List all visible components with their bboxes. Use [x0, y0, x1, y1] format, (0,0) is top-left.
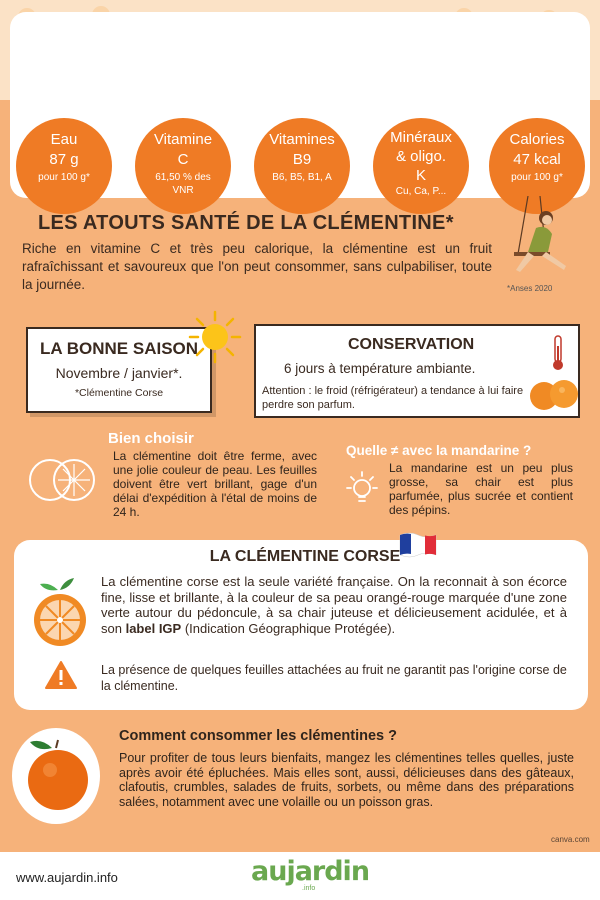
conservation-duration: 6 jours à température ambiante.: [284, 361, 476, 376]
nutrient-value: 47 kcal: [513, 151, 561, 168]
nutrient-value: B9: [292, 151, 312, 168]
french-flag-icon: [398, 531, 438, 559]
health-title: LES ATOUTS SANTÉ DE LA CLÉMENTINE*: [38, 212, 454, 234]
nutrient-value: 87 g: [49, 151, 79, 168]
corsica-title: LA CLÉMENTINE CORSE: [209, 548, 401, 565]
swing-girl-illustration: [506, 196, 580, 282]
season-note: *Clémentine Corse: [74, 387, 164, 399]
season-period: Novembre / janvier*.: [55, 365, 183, 381]
nutrient-label-2: & oligo.: [395, 148, 447, 165]
corsica-text-part: La clémentine corse est la seule variété française. On la reconnait à son écorce fine, lisse et brillante, à la couleur de sa peau orangé-rouge marquée d'une zone verte autour du pédoncule, à sa chair juteuse et délicieusement acidulée, et à son: [101, 574, 567, 636]
conservation-warning: Attention : le froid (réfrigérateur) a tendance à lui faire perdre son parfum.: [262, 385, 524, 411]
clementine-halves-icon: [26, 450, 98, 510]
season-title: LA BONNE SAISON: [40, 339, 199, 358]
nutrient-value: K: [415, 167, 426, 184]
nutrient-label: Calories: [509, 131, 565, 148]
source-note: *Anses 2020: [507, 284, 553, 293]
corsica-warning: La présence de quelques feuilles attachées au fruit ne garantit pas l'origine corse de la clémentine.: [101, 663, 567, 693]
mandarin-title: Quelle ≠ avec la mandarine ?: [346, 443, 532, 458]
nutrient-label: Vitamines: [269, 131, 335, 148]
consume-text: Pour profiter de tous leurs bienfaits, mangez les clémentines telles quelles, juste après avoir été épluchées. Mais elles sont, aussi, délicieuses dans des gâteaux, clafoutis, crumbles, salades de fruits, sorbets, ou même dans des préparations salées, notamment avec une volaille ou un poisson gras.: [119, 751, 574, 809]
corsica-text-part: (Indication Géographique Protégée).: [181, 620, 396, 636]
credit: canva.com: [551, 835, 590, 844]
thermometer-icon: [550, 334, 566, 372]
choose-title: Bien choisir: [108, 430, 194, 447]
sun-icon: [188, 310, 242, 364]
warning-icon: [44, 660, 78, 690]
consume-title: Comment consommer les clémentines ?: [119, 728, 397, 744]
conservation-title: CONSERVATION: [348, 336, 475, 353]
clementines-illustration: [528, 376, 580, 412]
nutrient-label: Vitamine: [153, 131, 213, 148]
nutrient-note: pour 100 g*: [511, 172, 563, 183]
clementine-fruit-illustration: [22, 736, 94, 816]
nutrient-value: C: [177, 151, 189, 168]
season-box: [26, 327, 212, 413]
choose-text: La clémentine doit être ferme, avec une jolie couleur de peau. Les feuilles doivent être vert brillant, gage d'un délai d'expédition à l'étal de moins de 24 h.: [113, 449, 317, 519]
nutrient-label: Eau: [50, 131, 78, 148]
lightbulb-icon: [342, 470, 382, 512]
clementine-slice-illustration: [30, 576, 90, 648]
corsica-text: [101, 574, 567, 636]
nutrient-bubble-minerals: [373, 118, 469, 214]
nutrient-note: Cu, Ca, P...: [395, 186, 447, 197]
nutrient-label: Minéraux: [390, 129, 452, 146]
nutrient-note: 61,50 % des VNR: [155, 172, 211, 196]
mandarin-text: La mandarine est un peu plus grosse, sa chair est plus parfumée, plus sucrée et contient des pépins.: [389, 461, 573, 517]
aujardin-logo: aujardin: [251, 856, 370, 887]
nutrient-bubble-vitamin-c: [135, 118, 231, 214]
website-link[interactable]: www.aujardin.info: [16, 870, 118, 885]
nutrient-bubble-water: [16, 118, 112, 214]
health-text: Riche en vitamine C et très peu calorique, la clémentine est un fruit rafraîchissant et savoureux que l'on peut consommer, sans culpabiliser, toute la journée.: [22, 241, 492, 292]
nutrient-note: pour 100 g*: [38, 172, 90, 183]
nutrient-note: B6, B5, B1, A: [272, 172, 332, 183]
logo-suffix: .info: [302, 885, 316, 892]
nutrient-bubble-vitamins-b: [254, 118, 350, 214]
igp-label: label IGP: [125, 620, 182, 636]
